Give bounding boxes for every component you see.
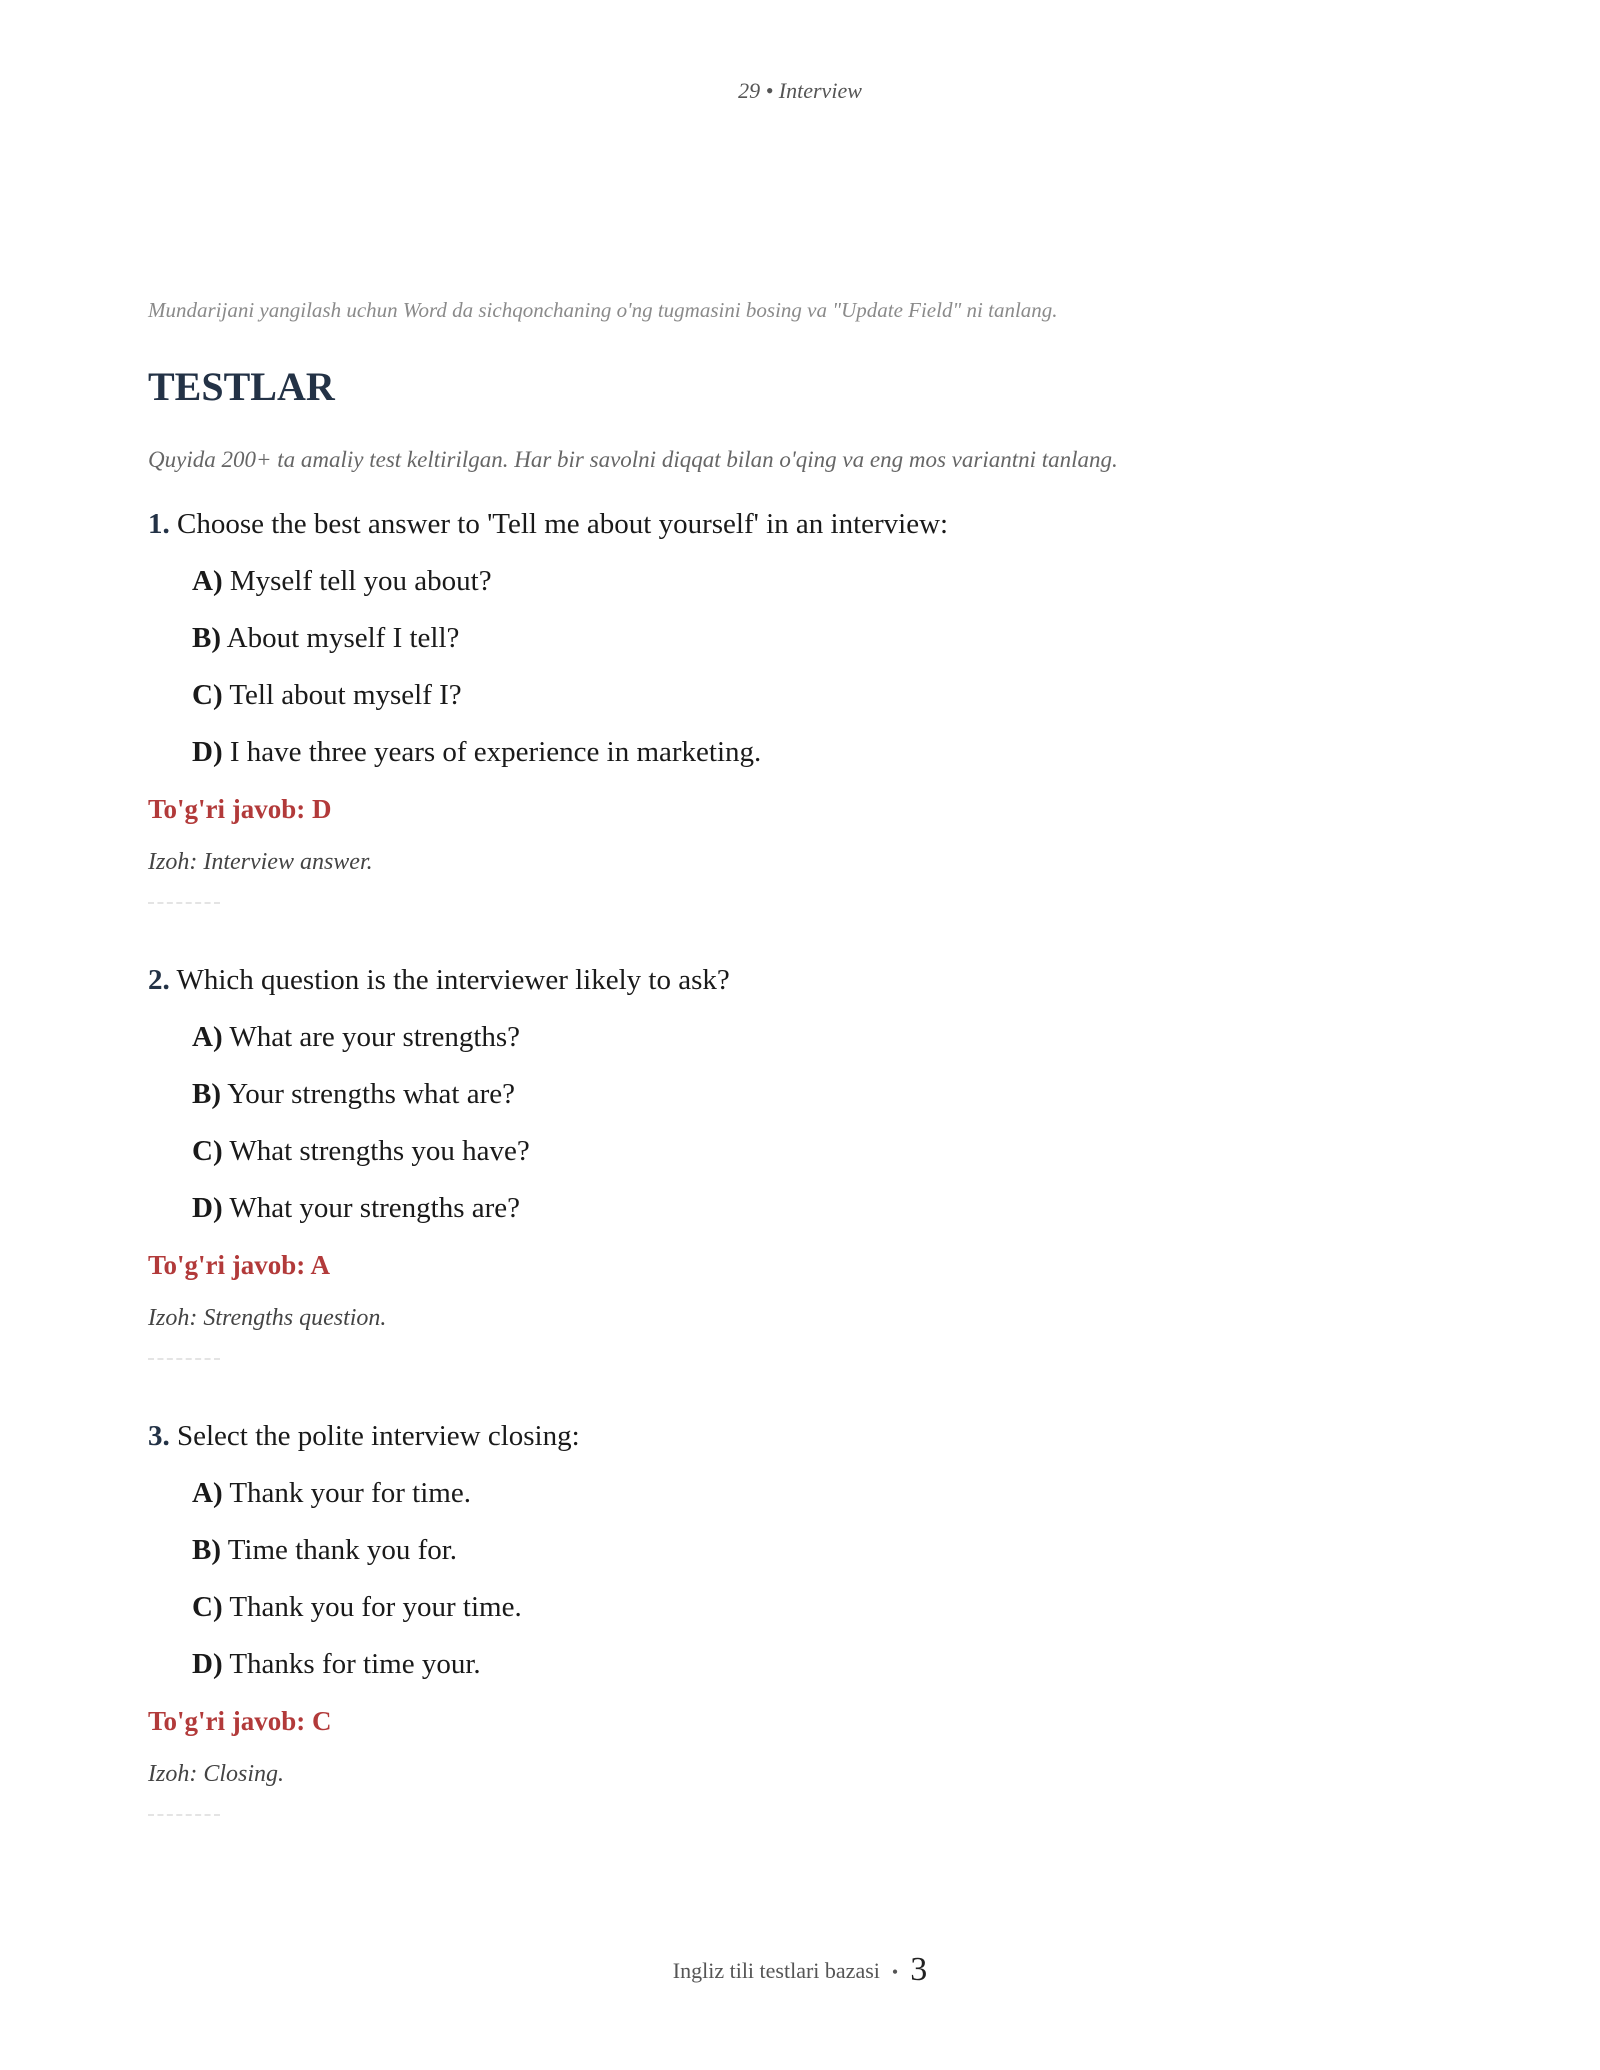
option-text: What are your strengths? <box>229 1021 521 1053</box>
page-number: 3 <box>910 1951 928 1988</box>
question-text <box>148 960 1448 1000</box>
option-text: About myself I tell? <box>226 622 460 654</box>
toc-update-note: Mundarijani yangilash uchun Word da sichqonchaning o'ng tugmasini bosing va "Update Field" ni tanlang. <box>148 298 1058 322</box>
option-text: Tell about myself I? <box>229 679 462 711</box>
option-letter: D) <box>192 1648 223 1680</box>
question-prompt: Choose the best answer to 'Tell me about yourself' in an interview: <box>177 508 949 540</box>
option-letter: C) <box>192 1591 223 1623</box>
option-a <box>192 1473 1448 1513</box>
question-2 <box>148 960 1448 1360</box>
option-text: Your strengths what are? <box>227 1078 515 1110</box>
question-number: 1. <box>148 508 170 540</box>
question-prompt: Select the polite interview closing: <box>177 1420 580 1452</box>
question-text <box>148 1416 1448 1456</box>
option-letter: A) <box>192 565 223 597</box>
option-c <box>192 1131 1448 1171</box>
option-letter: B) <box>192 622 221 654</box>
options-list <box>148 1017 1448 1228</box>
question-text <box>148 504 1448 544</box>
footer-separator: • <box>891 1962 899 1982</box>
option-letter: B) <box>192 1078 221 1110</box>
question-prompt: Which question is the interviewer likely to ask? <box>176 964 730 996</box>
option-text: Time thank you for. <box>227 1534 458 1566</box>
option-b <box>192 1074 1448 1114</box>
option-text: Thanks for time your. <box>229 1648 481 1680</box>
option-d <box>192 1188 1448 1228</box>
option-letter: C) <box>192 679 223 711</box>
explanation: Izoh: Interview answer. <box>148 849 373 875</box>
question-number: 3. <box>148 1420 170 1452</box>
option-letter: D) <box>192 736 223 768</box>
explanation: Izoh: Closing. <box>148 1761 285 1787</box>
option-d <box>192 1644 1448 1684</box>
footer-title: Ingliz tili testlari bazasi <box>672 1958 880 1983</box>
option-a <box>192 1017 1448 1057</box>
option-text: Thank your for time. <box>229 1477 471 1509</box>
option-b <box>192 618 1448 658</box>
option-letter: D) <box>192 1192 223 1224</box>
page-content <box>148 290 1448 1872</box>
options-list <box>148 561 1448 772</box>
page-footer <box>0 1950 1600 1992</box>
option-letter: C) <box>192 1135 223 1167</box>
correct-answer: To'g'ri javob: D <box>148 794 332 824</box>
question-3 <box>148 1416 1448 1816</box>
options-list <box>148 1473 1448 1684</box>
question-divider <box>148 902 220 904</box>
option-d <box>192 732 1448 772</box>
option-letter: B) <box>192 1534 221 1566</box>
option-c <box>192 675 1448 715</box>
option-text: What strengths you have? <box>229 1135 530 1167</box>
option-text: Myself tell you about? <box>229 565 492 597</box>
option-letter: A) <box>192 1477 223 1509</box>
option-text: Thank you for your time. <box>229 1591 522 1623</box>
correct-answer: To'g'ri javob: A <box>148 1250 331 1280</box>
option-a <box>192 561 1448 601</box>
running-header: 29 • Interview <box>738 78 862 103</box>
question-number: 2. <box>148 964 170 996</box>
option-c <box>192 1587 1448 1627</box>
question-divider <box>148 1814 220 1816</box>
option-b <box>192 1530 1448 1570</box>
section-intro: Quyida 200+ ta amaliy test keltirilgan. Har bir savolni diqqat bilan o'qing va eng mos variantni tanlang. <box>148 447 1118 472</box>
question-divider <box>148 1358 220 1360</box>
option-text: I have three years of experience in marketing. <box>229 736 762 768</box>
option-letter: A) <box>192 1021 223 1053</box>
explanation: Izoh: Strengths question. <box>148 1305 387 1331</box>
question-1 <box>148 504 1448 904</box>
option-text: What your strengths are? <box>229 1192 521 1224</box>
section-title: TESTLAR <box>148 364 335 409</box>
correct-answer: To'g'ri javob: C <box>148 1706 332 1736</box>
